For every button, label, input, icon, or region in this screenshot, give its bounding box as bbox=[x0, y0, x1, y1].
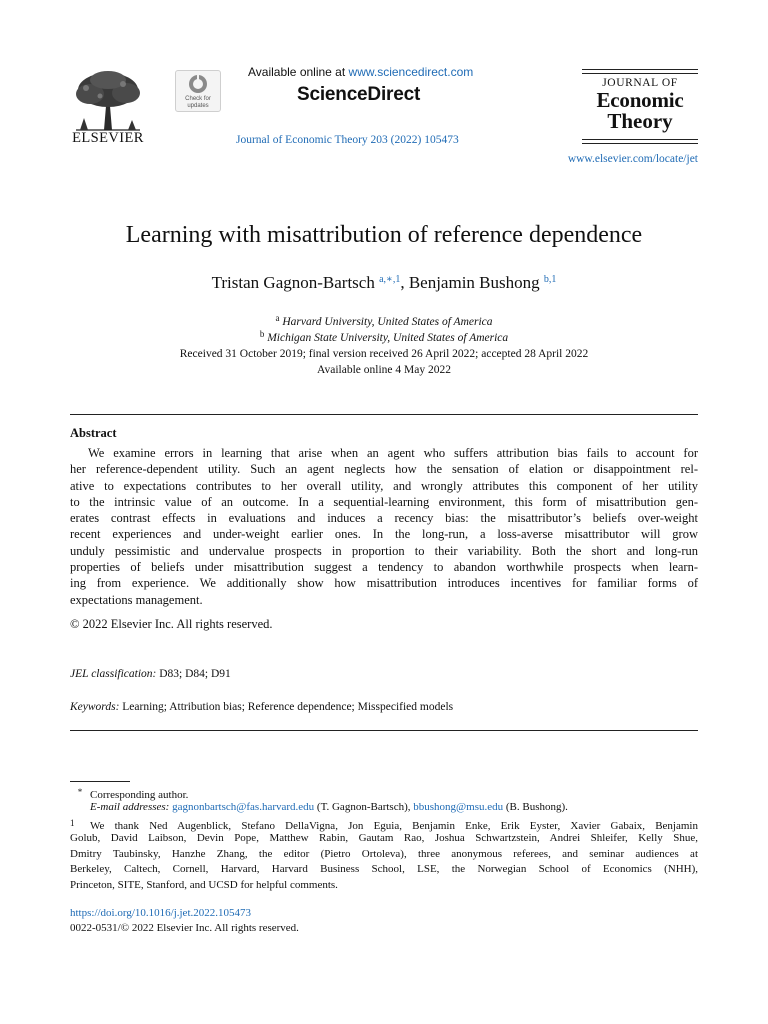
email-link[interactable]: bbushong@msu.edu bbox=[413, 801, 504, 814]
journal-logo-theory: Theory bbox=[607, 109, 673, 133]
check-updates-icon bbox=[176, 71, 220, 97]
journal-citation-link[interactable]: Journal of Economic Theory 203 (2022) 105473 bbox=[236, 134, 459, 146]
jel-codes: D83; D84; D91 bbox=[156, 668, 231, 680]
email-link[interactable]: gagnonbartsch@fas.harvard.edu bbox=[172, 801, 315, 814]
abstract-line: unduly pessimistic and undervalue prospects in proportion to their variability. Both the short and long-run bbox=[70, 543, 698, 558]
issn-copyright: 0022-0531/© 2022 Elsevier Inc. All rights reserved. bbox=[70, 922, 299, 934]
available-online-line bbox=[248, 65, 488, 79]
abstract-line: recent experiences and under-weight earlier ones. In the long-run, a loss-averse misattributor will grow bbox=[70, 527, 698, 542]
affiliation bbox=[0, 313, 768, 328]
author-affiliation-marks[interactable]: b,1 bbox=[543, 274, 557, 285]
badge-label-line2: updates bbox=[187, 102, 209, 109]
journal-logo-economic: Economic bbox=[596, 88, 684, 112]
affiliation-mark: a bbox=[275, 313, 280, 323]
email-label: E-mail addresses: bbox=[90, 801, 170, 814]
article-title: Learning with misattribution of reference dependence bbox=[125, 222, 643, 248]
abstract-line: her reference-dependent utility. Such an agent neglects how the sensation of elation or disappointment rel- bbox=[70, 462, 698, 477]
section-divider bbox=[70, 414, 698, 415]
keywords-list: Learning; Attribution bias; Reference dependence; Misspecified models bbox=[119, 701, 454, 713]
journal-logo-rule-bottom bbox=[582, 139, 698, 140]
abstract-line: to the intrinsic value of an outcome. In a sequential-learning environment, this form of misattribution gen- bbox=[70, 494, 698, 509]
doi-link[interactable]: https://doi.org/10.1016/j.jet.2022.105473 bbox=[70, 907, 251, 919]
footnote-rule bbox=[70, 781, 130, 782]
check-for-updates-badge[interactable] bbox=[175, 70, 221, 112]
journal-logo-of: JOURNAL OF bbox=[602, 77, 678, 89]
footnote-mark: 1 bbox=[70, 818, 75, 828]
footnote-acknowledgements bbox=[70, 816, 698, 893]
sciencedirect-logo-text: ScienceDirect bbox=[297, 84, 421, 105]
footnote-text: Corresponding author. bbox=[90, 789, 189, 801]
email-owner: (T. Gagnon-Bartsch), bbox=[314, 801, 414, 814]
article-history-dates: Received 31 October 2019; final version received 26 April 2022; accepted 28 April 2022 bbox=[179, 348, 589, 360]
author-separator: , bbox=[400, 273, 409, 292]
abstract-line: We examine errors in learning that arise when an agent who suffers attribution bias fails to account for bbox=[88, 446, 698, 460]
section-divider bbox=[70, 730, 698, 731]
affiliation-text: Michigan State University, United States of America bbox=[267, 332, 509, 344]
abstract-body bbox=[70, 445, 698, 608]
abstract-line: erates contrast effects in evaluations and induces a recency bias: the misattributor’s beliefs over-weight bbox=[70, 511, 698, 526]
author-name: Tristan Gagnon-Bartsch bbox=[211, 273, 375, 292]
available-online-date: Available online 4 May 2022 bbox=[317, 364, 451, 376]
footnote-mark: * bbox=[77, 787, 83, 797]
abstract-line: expectations management. bbox=[70, 592, 203, 607]
author-name: Benjamin Bushong bbox=[408, 273, 540, 292]
affiliation-text: Harvard University, United States of America bbox=[282, 316, 493, 328]
journal-logo-rule-top bbox=[582, 69, 698, 70]
footnote-line: Berkeley, Caltech, Cornell, Harvard, Harvard Business School, LSE, the Norwegian School of Economics (NHH), bbox=[70, 863, 698, 876]
footnote-line: We thank Ned Augenblick, Stefano DellaVigna, Jon Eguia, Benjamin Enke, Erik Eyster, Xavier Gabaix, Benjamin bbox=[90, 820, 698, 832]
abstract-heading: Abstract bbox=[70, 426, 117, 440]
author-line bbox=[0, 273, 768, 293]
abstract-line: ing from experience. We additionally show how misattribution introduces incentives for familiar forms of bbox=[70, 576, 698, 591]
journal-logo-rule-top-2 bbox=[582, 73, 698, 74]
abstract-line: ative to expectations contributes to her overall utility, and wrongly attributes this component of her utility bbox=[70, 478, 698, 493]
available-prefix: Available online at bbox=[248, 65, 349, 79]
badge-label-line1: Check for bbox=[185, 96, 211, 102]
footnote-corresponding bbox=[70, 785, 698, 816]
keywords bbox=[70, 701, 453, 713]
affiliation bbox=[0, 329, 768, 344]
affiliation-mark: b bbox=[259, 329, 265, 339]
journal-homepage-link[interactable]: www.elsevier.com/locate/jet bbox=[567, 153, 698, 165]
footnote-line: Dmitry Taubinsky, Hanzhe Zhang, the editor (Pietro Ortoleva), three anonymous referees, and seminar audiences at bbox=[70, 847, 698, 860]
keywords-label: Keywords: bbox=[70, 701, 120, 713]
journal-header bbox=[0, 0, 768, 175]
journal-logo-rule-bottom-2 bbox=[582, 143, 698, 144]
abstract-line: properties of beliefs under misattribution suggest a tendency to abandon worthwhile prospects when learn- bbox=[70, 560, 698, 575]
footnote-line: Golub, David Laibson, Devin Pope, Matthew Rabin, Gautam Rao, Joshua Schwartzstein, Andrei Shleifer, Kelly Shue, bbox=[70, 832, 698, 845]
jel-classification bbox=[70, 668, 231, 680]
abstract-copyright: © 2022 Elsevier Inc. All rights reserved. bbox=[70, 617, 273, 631]
jel-label: JEL classification: bbox=[70, 668, 157, 680]
publisher-wordmark: ELSEVIER bbox=[72, 130, 144, 146]
author-affiliation-marks[interactable]: a,∗,1 bbox=[379, 274, 401, 285]
footnote-line: Princeton, SITE, Stanford, and UCSD for helpful comments. bbox=[70, 878, 338, 891]
email-owner: (B. Bushong). bbox=[503, 801, 568, 814]
sciencedirect-link[interactable]: www.sciencedirect.com bbox=[348, 65, 474, 79]
